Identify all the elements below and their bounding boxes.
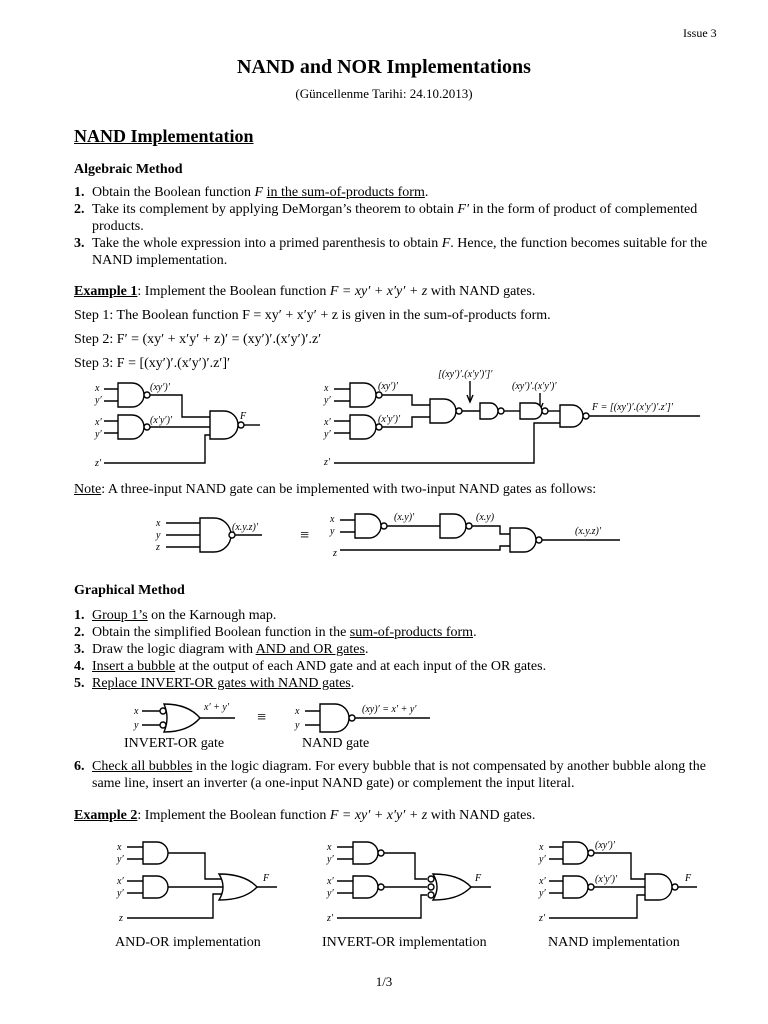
svg-text:y′: y′ — [539, 854, 546, 865]
svg-text:z: z — [119, 913, 123, 924]
nand-diagram-example1-basic — [90, 375, 270, 475]
svg-text:(x′y′)′: (x′y′)′ — [595, 874, 618, 885]
graphical-step-5: 5. Replace INVERT-OR gates with NAND gates. — [74, 676, 355, 691]
svg-text:y′: y′ — [117, 888, 124, 899]
svg-text:F: F — [263, 873, 270, 884]
graphical-step-6: 6. Check all bubbles in the logic diagram. For every bubble that is not compensated by another bubble along the same line, insert an inverter (a one-input NAND gate) or complement the input literal. — [74, 759, 706, 791]
algebraic-heading: Algebraic Method — [74, 162, 183, 177]
svg-text:z′: z′ — [324, 457, 331, 468]
svg-text:x′: x′ — [324, 417, 331, 428]
svg-text:x′: x′ — [539, 876, 546, 887]
svg-text:x: x — [134, 706, 139, 717]
svg-text:z′: z′ — [95, 458, 102, 469]
svg-text:F: F — [240, 411, 247, 422]
example1-step1: Step 1: The Boolean function F = xy′ + x′y′ + z is given in the sum-of-products form. — [74, 308, 551, 323]
svg-text:(x.y.z)′: (x.y.z)′ — [232, 522, 259, 533]
graphical-step-3: 3. Draw the logic diagram with AND and OR gates. — [74, 642, 369, 657]
example2-intro: Example 2: Implement the Boolean function F = xy′ + x′y′ + z with NAND gates. — [74, 808, 536, 823]
svg-text:(x′y′)′: (x′y′)′ — [378, 414, 401, 425]
graphical-heading: Graphical Method — [74, 583, 185, 598]
and-or-caption: AND-OR implementation — [115, 935, 261, 950]
graphical-step-4: 4. Insert a bubble at the output of each AND gate and at each input of the OR gates. — [74, 659, 547, 674]
svg-text:(xy′)′: (xy′)′ — [150, 382, 170, 393]
invert-or-nand-equivalence — [130, 700, 460, 734]
svg-text:(x.y): (x.y) — [476, 512, 495, 523]
graphical-steps — [74, 607, 714, 692]
three-input-nand-equivalence — [150, 510, 620, 560]
svg-text:x′ + y′: x′ + y′ — [204, 702, 229, 713]
svg-text:[(xy′)′.(x′y′)′]′: [(xy′)′.(x′y′)′]′ — [438, 369, 493, 380]
svg-text:y′: y′ — [324, 395, 331, 406]
svg-text:z: z — [156, 542, 160, 553]
svg-text:x: x — [295, 706, 300, 717]
svg-text:x: x — [95, 383, 100, 394]
and-or-implementation-diagram — [115, 838, 285, 928]
nand-impl-caption: NAND implementation — [548, 935, 680, 950]
svg-text:y′: y′ — [117, 854, 124, 865]
svg-text:x: x — [117, 842, 122, 853]
svg-text:(x.y)′: (x.y)′ — [394, 512, 415, 523]
svg-text:y: y — [156, 530, 161, 541]
algebraic-step-2: 2. Take its complement by applying DeMorgan’s theorem to obtain F′ in the form of product of complemented products. — [74, 202, 698, 234]
invert-or-implementation-diagram — [325, 838, 495, 928]
graphical-step-1: 1. Group 1’s on the Karnough map. — [74, 608, 277, 623]
svg-text:x′: x′ — [327, 876, 334, 887]
nand-diagram-example1-expanded — [320, 365, 700, 475]
invert-or-caption: INVERT-OR gate — [124, 736, 225, 751]
svg-text:y′: y′ — [95, 395, 102, 406]
svg-text:z′: z′ — [539, 913, 546, 924]
svg-text:x: x — [156, 518, 161, 529]
svg-text:F = [(xy′)′.(x′y′)′.z′]′: F = [(xy′)′.(x′y′)′.z′]′ — [592, 402, 673, 413]
graphical-step6-list — [74, 758, 714, 792]
svg-text:y′: y′ — [539, 888, 546, 899]
svg-text:z′: z′ — [327, 913, 334, 924]
svg-text:y: y — [134, 720, 139, 731]
section-heading: NAND Implementation — [74, 126, 254, 146]
page-title: NAND and NOR Implementations — [237, 56, 531, 78]
algebraic-step-3: 3. Take the whole expression into a primed parenthesis to obtain F. Hence, the function becomes suitable for the NAND implementation. — [74, 236, 708, 268]
algebraic-step-1: 1. Obtain the Boolean function F in the sum-of-products form. — [74, 185, 429, 200]
svg-text:x: x — [539, 842, 544, 853]
svg-text:(xy)′ = x′ + y′: (xy)′ = x′ + y′ — [362, 704, 417, 715]
page-number: 1/3 — [375, 974, 393, 989]
update-date: (Güncellenme Tarihi: 24.10.2013) — [295, 86, 473, 101]
svg-text:x′: x′ — [117, 876, 124, 887]
svg-text:F: F — [685, 873, 692, 884]
svg-text:F: F — [475, 873, 482, 884]
note-paragraph: Note: A three-input NAND gate can be implemented with two-input NAND gates as follows: — [74, 482, 597, 497]
svg-text:≡: ≡ — [300, 527, 310, 544]
svg-text:x: x — [324, 383, 329, 394]
svg-text:y′: y′ — [327, 888, 334, 899]
svg-text:x′: x′ — [95, 417, 102, 428]
svg-text:y′: y′ — [327, 854, 334, 865]
svg-text:x: x — [327, 842, 332, 853]
svg-text:y: y — [330, 526, 335, 537]
svg-text:z: z — [333, 548, 337, 559]
nand-implementation-diagram — [535, 838, 705, 928]
example1-step3: Step 3: F = [(xy′)′.(x′y′)′.z′]′ — [74, 356, 231, 371]
graphical-step-2: 2. Obtain the simplified Boolean function in the sum-of-products form. — [74, 625, 477, 640]
svg-text:(x′y′)′: (x′y′)′ — [150, 415, 173, 426]
algebraic-steps — [74, 184, 714, 269]
invert-or-impl-caption: INVERT-OR implementation — [322, 935, 487, 950]
issue-label: Issue 3 — [683, 26, 717, 40]
svg-text:x: x — [330, 514, 335, 525]
example1-intro: Example 1: Implement the Boolean function F = xy′ + x′y′ + z with NAND gates. — [74, 284, 536, 299]
example1-step2: Step 2: F′ = (xy′ + x′y′ + z)′ = (xy′)′.(x′y′)′.z′ — [74, 332, 322, 347]
svg-text:y′: y′ — [95, 429, 102, 440]
svg-text:≡: ≡ — [257, 709, 267, 726]
svg-text:(xy′)′: (xy′)′ — [378, 381, 398, 392]
svg-text:(x.y.z)′: (x.y.z)′ — [575, 526, 602, 537]
nand-gate-caption: NAND gate — [302, 736, 370, 751]
svg-text:y: y — [295, 720, 300, 731]
svg-text:y′: y′ — [324, 429, 331, 440]
svg-text:(xy′)′.(x′y′)′: (xy′)′.(x′y′)′ — [512, 381, 557, 392]
svg-text:(xy′)′: (xy′)′ — [595, 840, 615, 851]
